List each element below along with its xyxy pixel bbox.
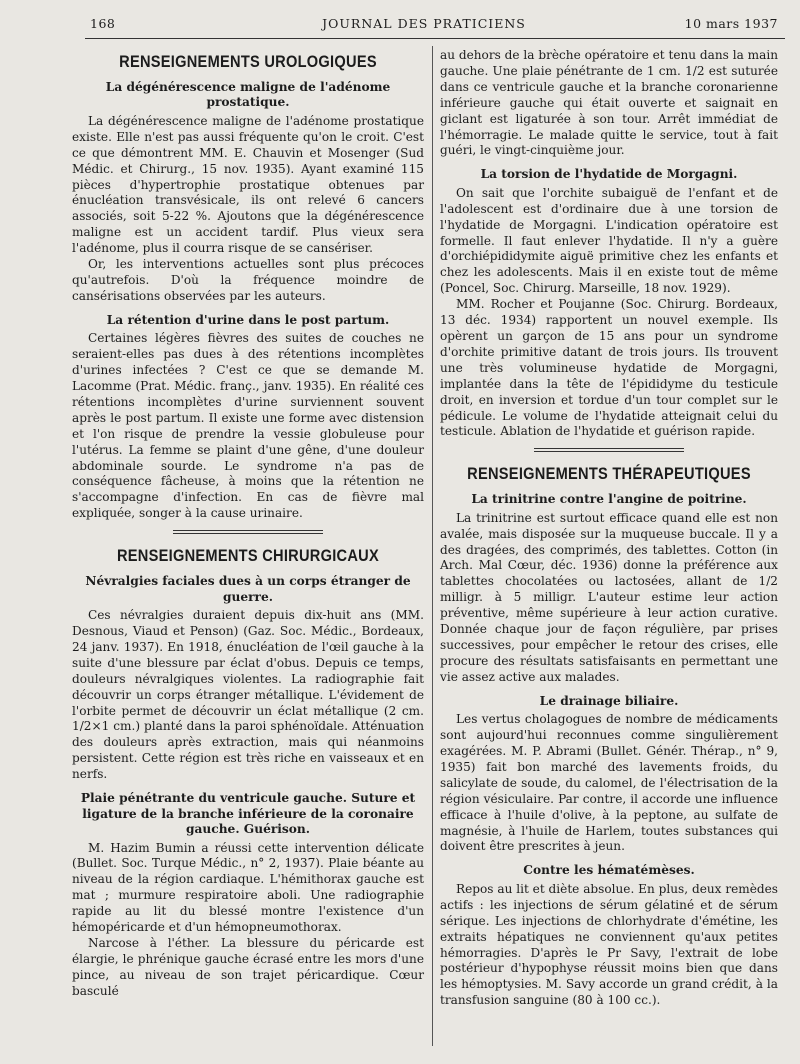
article-heading: Le drainage biliaire. [539,693,679,708]
paragraph: La dégénérescence maligne de l'adénome prostatique existe. Elle n'est pas aussi fréquente qu'on le croit. C'est ce que démontrent MM. E. Chauvin et Mosenger (Sud Médic. et Chirurg., 15 nov. 1935). Ayant examiné 115 pièces d'hypertrophie prostatique obtenues par énucléation transvésicale, ils ont relevé 6 cancers associés, soit 5-22 %. Ajoutons que la dégénérescence maligne est un accident tardif. Plus vieux sera l'adénome, plus il courra risque de se cansériser. [72,113,424,256]
left-column [72,48,424,1000]
article-heading: La rétention d'urine dans le post partum. [106,312,390,327]
paragraph: Repos au lit et diète absolue. En plus, deux remèdes actifs : les injections de sérum gélatiné et de sérum sérique. Les injections de chlorhydrate d'émétine, les extraits hépatiques ne conviennent qu'aux petites hémorragies. D'après le Pr Savy, l'extrait de lobe postérieur d'hypophyse réussit moins bien que dans les hémoptysies. M. Savy accorde un grand crédit, à la transfusion sanguine (80 à 100 cc.). [440,881,778,1008]
section-title-chirurgicaux: RENSEIGNEMENTS CHIRURGICAUX [116,546,380,566]
paragraph: Les vertus cholagogues de nombre de médicaments sont aujourd'hui reconnues comme singulièrement exagérées. M. P. Abrami (Bullet. Génér. Thérap., n° 9, 1935) fait bon marché des lavements froids, du salicylate de soude, du calomel, de l'électrisation de la région vésiculaire. Par contre, il accorde une influence efficace à l'huile d'olive, à la peptone, au sulfate de magnésie, à l'huile de Harlem, toutes substances qui doivent être prescrites à jeun. [440,712,778,854]
paragraph: Or, les interventions actuelles sont plus précoces qu'autrefois. D'où la fréquence moindre de cansérisations observées par les auteurs. [72,257,424,303]
section-separator [534,448,684,452]
paragraph: La trinitrine est surtout efficace quand elle est non avalée, mais disposée sur la muqueuse buccale. Il y a des dragées, des comprimés, des tablettes. Cotton (in Arch. Mal Cœur, déc. 1936) donne la préférence aux tablettes chocolatées ou lactosées, allant de 1/2 milligr. à 5 milligr. L'auteur estime leur action préventive, même supérieure à leur action curative. Donnée chaque jour de façon régulière, par prises successives, pour empêcher le retour des crises, elle procure des résultats satisfaisants en permettant une vie assez active aux malades. [440,510,778,684]
section-separator [173,530,323,534]
right-column [440,48,778,1009]
paragraph: Certaines légères fièvres des suites de couches ne seraient-elles pas dues à des rétentions incomplètes d'urines infectées ? C'est ce que se demande M. Lacomme (Prat. Médic. franç., janv. 1935). En réalité ces rétentions incomplètes d'urine surviennent souvent après le post partum. Il existe une forme avec distension et l'on risque de prendre la vessie globuleuse pour l'utérus. La femme se plaint d'une gêne, d'une douleur abdominale sourde. Le syndrome n'a pas de conséquence fâcheuse, à moins que la rétention ne s'accompagne d'infection. En cas de fièvre mal expliquée, songer à la cause urinaire. [72,331,424,521]
paragraph: Ces névralgies duraient depuis dix-huit ans (MM. Desnous, Viaud et Penson) (Gaz. Soc. Médic., Bordeaux, 24 janv. 1937). En 1918, énucléation de l'œil gauche à la suite d'une blessure par éclat d'obus. Depuis ce temps, douleurs névralgiques violentes. La radiographie fait découvrir un corps étranger métallique. L'évidement de l'orbite permet de découvrir un éclat métallique (2 cm. 1/2×1 cm.) planté dans la paroi sphénoïdale. Atténuation des douleurs après extraction, mais qui néanmoins persistent. Cette région est très riche en vaisseaux et en nerfs. [72,608,424,782]
section-title-urologiques: RENSEIGNEMENTS UROLOGIQUES [119,52,377,71]
article-heading: Plaie pénétrante du ventricule gauche. Suture et ligature de la branche inférieure de la coronaire gauche. Guérison. [80,791,416,837]
paragraph: M. Hazim Bumin a réussi cette intervention délicate (Bullet. Soc. Turque Médic., n° 2, 1937). Plaie béante au niveau de la région cardiaque. L'hémithorax gauche est mat ; murmure respiratoire aboli. Une radiographie rapide au lit du blessé montre l'existence d'un hémopéricarde et d'un hémopneumothorax. [72,840,424,935]
paragraph: au dehors de la brèche opératoire et tenu dans la main gauche. Une plaie pénétrante de 1 cm. 1/2 est suturée dans ce ventricule gauche et la branche coronarienne inférieure gauche qui était ouverte et saignait en giclant est ligaturée à son tour. Arrêt immédiat de l'hémorragie. Le malade quitte le service, tout à fait guéri, le vingt-cinquième jour. [440,48,778,158]
article-heading: La dégénérescence maligne de l'adénome prostatique. [105,79,391,110]
paragraph: Narcose à l'éther. La blessure du péricarde est élargie, le phrénique gauche écrasé entre les mors d'une pince, au niveau de son trajet péricardique. Cœur basculé [72,935,424,998]
paragraph: MM. Rocher et Poujanne (Soc. Chirurg. Bordeaux, 13 déc. 1934) rapportent un nouvel exemple. Ils opèrent un garçon de 15 ans pour un syndrome d'orchite primitive datant de trois jours. Ils trouvent une très volumineuse hydatide de Morgagni, implantée dans la tête de l'épididyme du testicule droit, en inversion et tordue d'un tour complet sur le pédicule. Le volume de l'hydatide atteignait celui du testicule. Ablation de l'hydatide et guérison rapide. [440,297,778,439]
page-header [70,16,778,36]
article-heading: Névralgies faciales dues à un corps étranger de guerre. [85,574,411,604]
issue-date: 10 mars 1937 [684,16,778,31]
page-number: 168 [90,16,116,31]
journal-title: JOURNAL DES PRATICIENS [322,16,526,31]
header-rule [85,38,785,39]
section-title-therapeutiques: RENSEIGNEMENTS THÉRAPEUTIQUES [467,464,751,484]
article-heading: Contre les hématémèses. [523,863,695,878]
column-divider [432,46,433,1046]
article-heading: La torsion de l'hydatide de Morgagni. [480,167,738,182]
article-heading: La trinitrine contre l'angine de poitrine. [471,492,747,507]
paragraph: On sait que l'orchite subaiguë de l'enfant et de l'adolescent est d'ordinaire due à une torsion de l'hydatide de Morgagni. L'indication opératoire est formelle. Il faut enlever l'hydatide. Il n'y a guère d'orchiépididymite aiguë primitive chez les enfants et chez les adolescents. Mais il en existe tout de même (Poncel, Soc. Chirurg. Marseille, 18 nov. 1929). [440,185,778,296]
